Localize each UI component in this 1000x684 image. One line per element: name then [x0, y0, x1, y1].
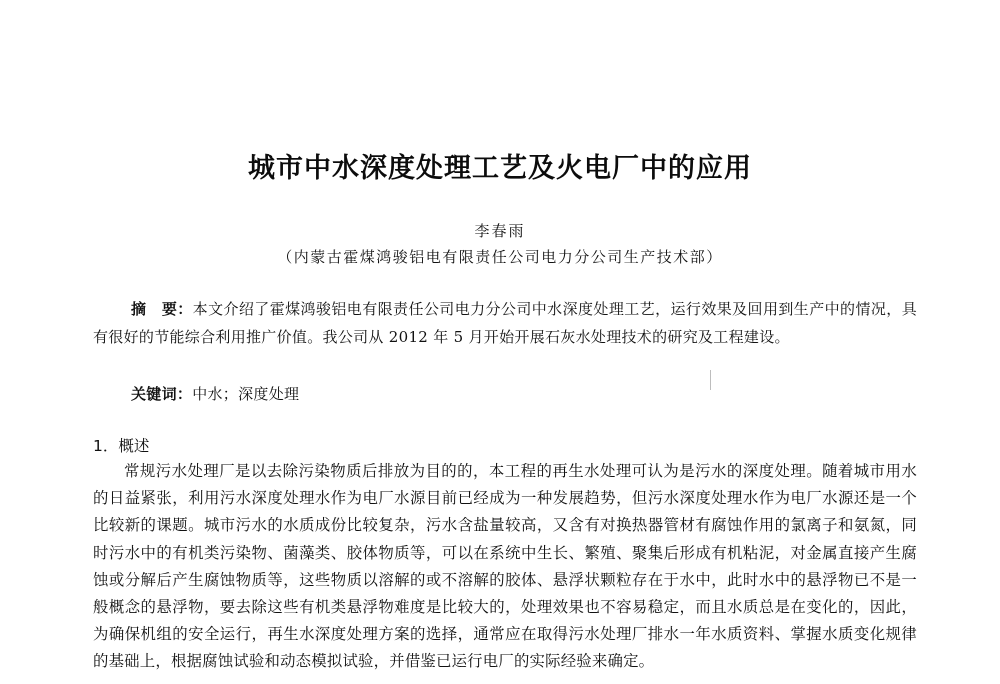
paper-title: 城市中水深度处理工艺及火电厂中的应用 [248, 153, 752, 184]
keywords-line [131, 380, 299, 408]
author-affiliation: （内蒙古霍煤鸿骏铝电有限责任公司电力分公司生产技术部） [277, 248, 723, 266]
abstract-label: 摘 要： [131, 300, 193, 318]
section-heading: 1．概述 [93, 437, 150, 455]
author-name: 李春雨 [474, 222, 526, 240]
section-body-paragraph: 常规污水处理厂是以去除污染物质后排放为目的的，本工程的再生水处理可认为是污水的深度处理。随着城市用水的日益紧张，利用污水深度处理水作为电厂水源目前已经成为一种发展趋势，但污水深度处理水作为电厂水源还是一个比较新的课题。城市污水的水质成份比较复杂，污水含盐量较高，又含有对换热器管材有腐蚀作用的氯离子和氨氮，同时污水中的有机类污染物、菌藻类、胶体物质等，可以在系统中生长、繁殖、聚集后形成有机粘泥，对金属直接产生腐蚀或分解后产生腐蚀物质等，这些物质以溶解的或不溶解的胶体、悬浮状颗粒存在于水中，此时水中的悬浮物已不是一般概念的悬浮物，要去除这些有机类悬浮物难度是比较大的，处理效果也不容易稳定，而且水质总是在变化的，因此，为确保机组的安全运行，再生水深度处理方案的选择，通常应在取得污水处理厂排水一年水质资料、掌握水质变化规律的基础上，根据腐蚀试验和动态模拟试验，并借鉴已运行电厂的实际经验来确定。 [93, 462, 917, 671]
scan-artifact-line [710, 370, 711, 390]
keywords-label: 关键词： [131, 385, 193, 403]
abstract-text: 本文介绍了霍煤鸿骏铝电有限责任公司电力分公司中水深度处理工艺，运行效果及回用到生产中的情况，具有很好的节能综合利用推广价值。我公司从 2012 年 5 月开始开展石灰水处理技术的研究及工程建设。 [93, 300, 917, 346]
abstract-paragraph [93, 295, 917, 351]
keywords-text: 中水；深度处理 [192, 385, 300, 403]
